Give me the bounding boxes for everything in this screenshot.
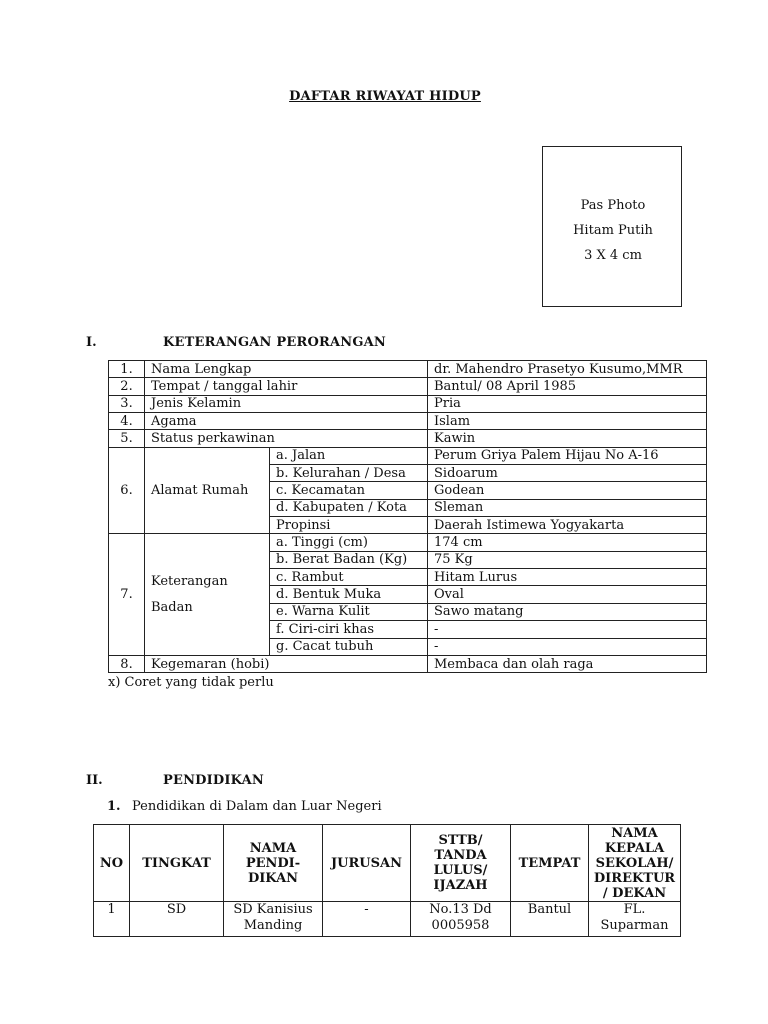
field-value: Perum Griya Palem Hijau No A-16 [428, 447, 707, 464]
cell-sttb [411, 902, 511, 937]
col-header-kepala [589, 825, 681, 902]
sub-field-label: g. Cacat tubuh [270, 638, 428, 655]
field-value: Godean [428, 482, 707, 499]
col-header-nama-pendidikan [224, 825, 323, 902]
sub-field-label: a. Tinggi (cm) [270, 534, 428, 551]
header-line: IJAZAH [433, 878, 488, 893]
sub-field-label: e. Warna Kulit [270, 603, 428, 620]
field-label: Tempat / tanggal lahir [145, 378, 428, 395]
header-line: LULUS/ [433, 863, 488, 878]
sub-field-label: Propinsi [270, 517, 428, 534]
table-header-row [94, 825, 681, 902]
row-number: 3. [109, 395, 145, 412]
field-value: Sleman [428, 499, 707, 516]
section1-number: I. [86, 335, 97, 350]
field-label: Nama Lengkap [145, 361, 428, 378]
table-row [109, 534, 707, 551]
row-number: 2. [109, 378, 145, 395]
cell-no: 1 [94, 902, 130, 937]
row-number: 6. [109, 447, 145, 534]
field-value: Sidoarum [428, 465, 707, 482]
table-row [109, 655, 707, 672]
subsection-title: Pendidikan di Dalam dan Luar Negeri [132, 799, 382, 814]
section2-title: PENDIDIKAN [163, 773, 265, 788]
row-number: 7. [109, 534, 145, 655]
header-line: / DEKAN [602, 885, 667, 901]
row-number: 4. [109, 413, 145, 430]
field-value: Daerah Istimewa Yogyakarta [428, 517, 707, 534]
header-line: STTB/ [438, 833, 483, 848]
cell-line: 0005958 [431, 918, 490, 933]
header-line: DIKAN [247, 870, 299, 886]
header-line: KEPALA [604, 840, 665, 856]
photo-placeholder [542, 146, 682, 307]
cell-line: Suparman [600, 918, 669, 933]
header-line: NAMA [249, 840, 297, 856]
row-number: 1. [109, 361, 145, 378]
sub-field-label: f. Ciri-ciri khas [270, 621, 428, 638]
sub-field-label: b. Kelurahan / Desa [270, 465, 428, 482]
row-number: 5. [109, 430, 145, 447]
field-value: dr. Mahendro Prasetyo Kusumo,MMR [428, 361, 707, 378]
personal-info-table [108, 360, 707, 673]
section1-title: KETERANGAN PERORANGAN [163, 335, 387, 350]
sub-field-label: d. Bentuk Muka [270, 586, 428, 603]
table-row [94, 902, 681, 937]
header-line: TANDA [434, 848, 487, 863]
photo-label-line1: Pas Photo [580, 198, 646, 213]
cell-kepala [589, 902, 681, 937]
col-header-sttb [411, 825, 511, 902]
cell-tempat: Bantul [511, 902, 589, 937]
sub-field-label: c. Rambut [270, 569, 428, 586]
sub-field-label: c. Kecamatan [270, 482, 428, 499]
field-label: Status perkawinan [145, 430, 428, 447]
field-value: Pria [428, 395, 707, 412]
table-row [109, 361, 707, 378]
field-label-line1: Keterangan [151, 573, 228, 589]
photo-label-line3: 3 X 4 cm [584, 248, 642, 263]
cell-line: FL. [623, 902, 646, 917]
footnote: x) Coret yang tidak perlu [108, 675, 274, 690]
table-row [109, 395, 707, 412]
header-line: NAMA [611, 825, 658, 841]
field-label: Alamat Rumah [145, 447, 270, 534]
col-header-tingkat: TINGKAT [130, 825, 224, 902]
sub-field-label: b. Berat Badan (Kg) [270, 551, 428, 568]
row-number: 8. [109, 655, 145, 672]
field-value: - [428, 621, 707, 638]
subsection-number: 1. [107, 799, 121, 814]
field-value: 174 cm [428, 534, 707, 551]
document-title: DAFTAR RIWAYAT HIDUP [289, 89, 481, 104]
col-header-no: NO [94, 825, 130, 902]
col-header-tempat: TEMPAT [511, 825, 589, 902]
cell-nama-pendidikan [224, 902, 323, 937]
field-value: Oval [428, 586, 707, 603]
col-header-jurusan: JURUSAN [323, 825, 411, 902]
sub-field-label: d. Kabupaten / Kota [270, 499, 428, 516]
field-value: Bantul/ 08 April 1985 [428, 378, 707, 395]
sub-field-label: a. Jalan [270, 447, 428, 464]
table-row [109, 430, 707, 447]
field-label-line2: Badan [151, 599, 193, 615]
education-table [93, 824, 681, 937]
field-label: Agama [145, 413, 428, 430]
field-value: Membaca dan olah raga [428, 655, 707, 672]
table-row [109, 413, 707, 430]
photo-label-line2: Hitam Putih [573, 223, 653, 238]
table-row [109, 378, 707, 395]
header-line: DIREKTUR [593, 870, 676, 886]
cell-line: Manding [243, 918, 303, 933]
table-row [109, 447, 707, 464]
field-value: - [428, 638, 707, 655]
field-value: 75 Kg [428, 551, 707, 568]
cell-line: SD Kanisius [233, 902, 313, 917]
field-label [145, 534, 270, 655]
field-label: Kegemaran (hobi) [145, 655, 428, 672]
cell-jurusan: - [323, 902, 411, 937]
header-line: PENDI- [245, 855, 301, 871]
field-label: Jenis Kelamin [145, 395, 428, 412]
field-value: Islam [428, 413, 707, 430]
cell-line: No.13 Dd [429, 902, 492, 917]
field-value: Kawin [428, 430, 707, 447]
field-value: Sawo matang [428, 603, 707, 620]
section2-number: II. [86, 773, 103, 788]
header-line: SEKOLAH/ [595, 855, 674, 871]
field-value: Hitam Lurus [428, 569, 707, 586]
cell-tingkat: SD [130, 902, 224, 937]
